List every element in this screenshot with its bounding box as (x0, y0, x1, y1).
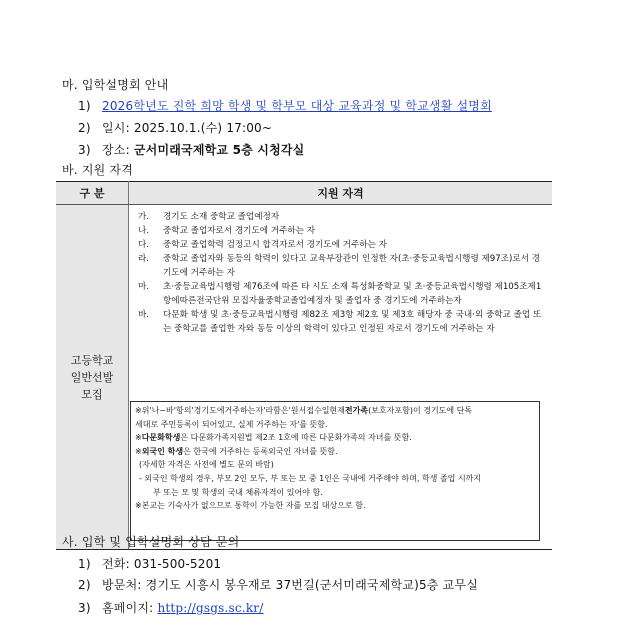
note-residence-cont: 세대로 주민등록이 되어있고, 실제 거주하는 자'를 뜻함. (135, 419, 328, 429)
item-number: 2) (78, 121, 91, 135)
header-qualification: 지원 자격 (129, 182, 553, 205)
note-foreign (135, 445, 535, 459)
qualification-item (138, 280, 548, 308)
item-number: 3) (78, 601, 91, 615)
header-category: 구 분 (56, 182, 129, 205)
section-sa-item-3 (78, 599, 263, 616)
note-emphasis: 전가족 (344, 406, 369, 415)
note-foreign-detail: - 외국인 학생의 경우, 부모 2인 모두, 부 또는 모 중 1인은 국내에 거주해야 하며, 학생 졸업 시까지 (139, 473, 482, 483)
qualification-item (138, 210, 548, 224)
note-emphasis: 다문화학생 (141, 433, 181, 443)
section-ma-item-2 (78, 119, 272, 136)
item-text: 다문화 학생 및 초·중등교육법시행령 제82조 제3항 제2호 및 제3호 해당자 중 국내·외 중학교 졸업 또는 중학교를 졸업한 자와 동등 이상의 학력이 있다고 인정된 자로서 경기도에 거주하는 자 (163, 310, 542, 334)
section-ma-item-3 (78, 141, 304, 158)
item-label: 마. (138, 282, 150, 292)
item-text: 경기도 소재 중학교 졸업예정자 (163, 212, 280, 222)
item-text: 중학교 졸업학력 검정고시 합격자로서 경기도에 거주하는 자 (163, 240, 387, 250)
category-cell (56, 205, 129, 550)
note-emphasis: 외국인 학생 (141, 446, 184, 456)
note-mark: ※ (135, 446, 142, 456)
qualification-item (138, 252, 548, 280)
qualification-item (138, 224, 548, 238)
note-residence (135, 404, 535, 418)
category-line: 모집 (81, 387, 103, 401)
item-label: 나. (138, 226, 150, 236)
notes-box (130, 401, 540, 541)
item-text: 초·중등교육법시행령 제76조에 따른 타 시도 소재 특성화중학교 및 초·중등교육법시행령 제105조제1항에따른전국단위 모집자율중학교졸업예정자 및 졸업자 중 경기도에 거주하는자 (163, 282, 542, 306)
item-number: 3) (78, 143, 91, 157)
note-text: 은 한국에 거주하는 등록외국인 자녀를 뜻함. (183, 446, 338, 456)
section-sa-item-1 (78, 555, 221, 572)
note-foreign-detail-cont: 부 또는 모 및 학생의 국내 체류자격이 있어야 함. (153, 487, 323, 497)
item-number: 2) (78, 578, 91, 592)
item-number: 1) (78, 99, 91, 113)
homepage-link[interactable]: http://gsgs.sc.kr/ (157, 601, 264, 615)
category-line: 일반선발 (70, 370, 114, 384)
item-label: 가. (138, 212, 150, 222)
note-mark: ※ (135, 433, 142, 443)
section-sa-title: 사. 입학 및 입학설명회 상담 문의 (62, 535, 240, 549)
note-text: 은 다문화가족지원법 제2조 1호에 따른 다문화가족의 자녀를 뜻함. (180, 433, 412, 443)
note-dormitory: ※본교는 기숙사가 없으므로 통학이 가능한 자를 모집 대상으로 함. (135, 501, 366, 511)
item-text: 중학교 졸업자로서 경기도에 거주하는 자 (163, 226, 316, 236)
seminar-place: 군서미래국제학교 5층 시청각실 (133, 143, 305, 157)
item-number: 1) (78, 557, 91, 571)
seminar-datetime: 일시: 2025.10.1.(수) 17:00~ (102, 121, 273, 135)
item-text: 중학교 졸업자와 동등의 학력이 있다고 교육부장관이 인정한 자(초·중등교육법시행령 제97조)로서 경기도에 거주하는 자 (163, 254, 541, 278)
category-line: 고등학교 (70, 353, 114, 367)
section-ma-item-1 (78, 97, 492, 114)
item-label: 다. (138, 240, 150, 250)
note-text: (보호자포함)이 경기도에 단독 (368, 406, 473, 415)
seminar-place-label: 장소: (102, 143, 134, 157)
item-label: 바. (138, 310, 150, 320)
contact-phone: 전화: 031-500-5201 (102, 557, 222, 571)
contact-address: 방문처: 경기도 시흥시 봉우재로 37번길(군서미래국제학교)5층 교무실 (102, 578, 478, 592)
qualification-list (138, 210, 548, 336)
qualification-cell (129, 205, 553, 550)
qualification-item (138, 238, 548, 252)
note-inquiry: (자세한 자격은 사전에 별도 문의 바람) (139, 460, 274, 470)
note-multicultural (135, 431, 535, 445)
section-sa-item-2 (78, 576, 478, 593)
seminar-link[interactable]: 2026학년도 진학 희망 학생 및 학부모 대상 교육과정 및 학교생활 설명회 (102, 99, 492, 113)
qualification-item (138, 308, 548, 336)
section-ba-title: 바. 지원 자격 (62, 163, 134, 177)
note-text: ※위'나~바'항의'경기도에거주하는자'라함은'원서접수일현재 (135, 406, 345, 415)
qualification-table (56, 181, 552, 550)
homepage-label: 홈페이지: (102, 601, 158, 615)
item-label: 라. (138, 254, 150, 264)
section-ma-title: 마. 입학설명회 안내 (62, 78, 169, 92)
